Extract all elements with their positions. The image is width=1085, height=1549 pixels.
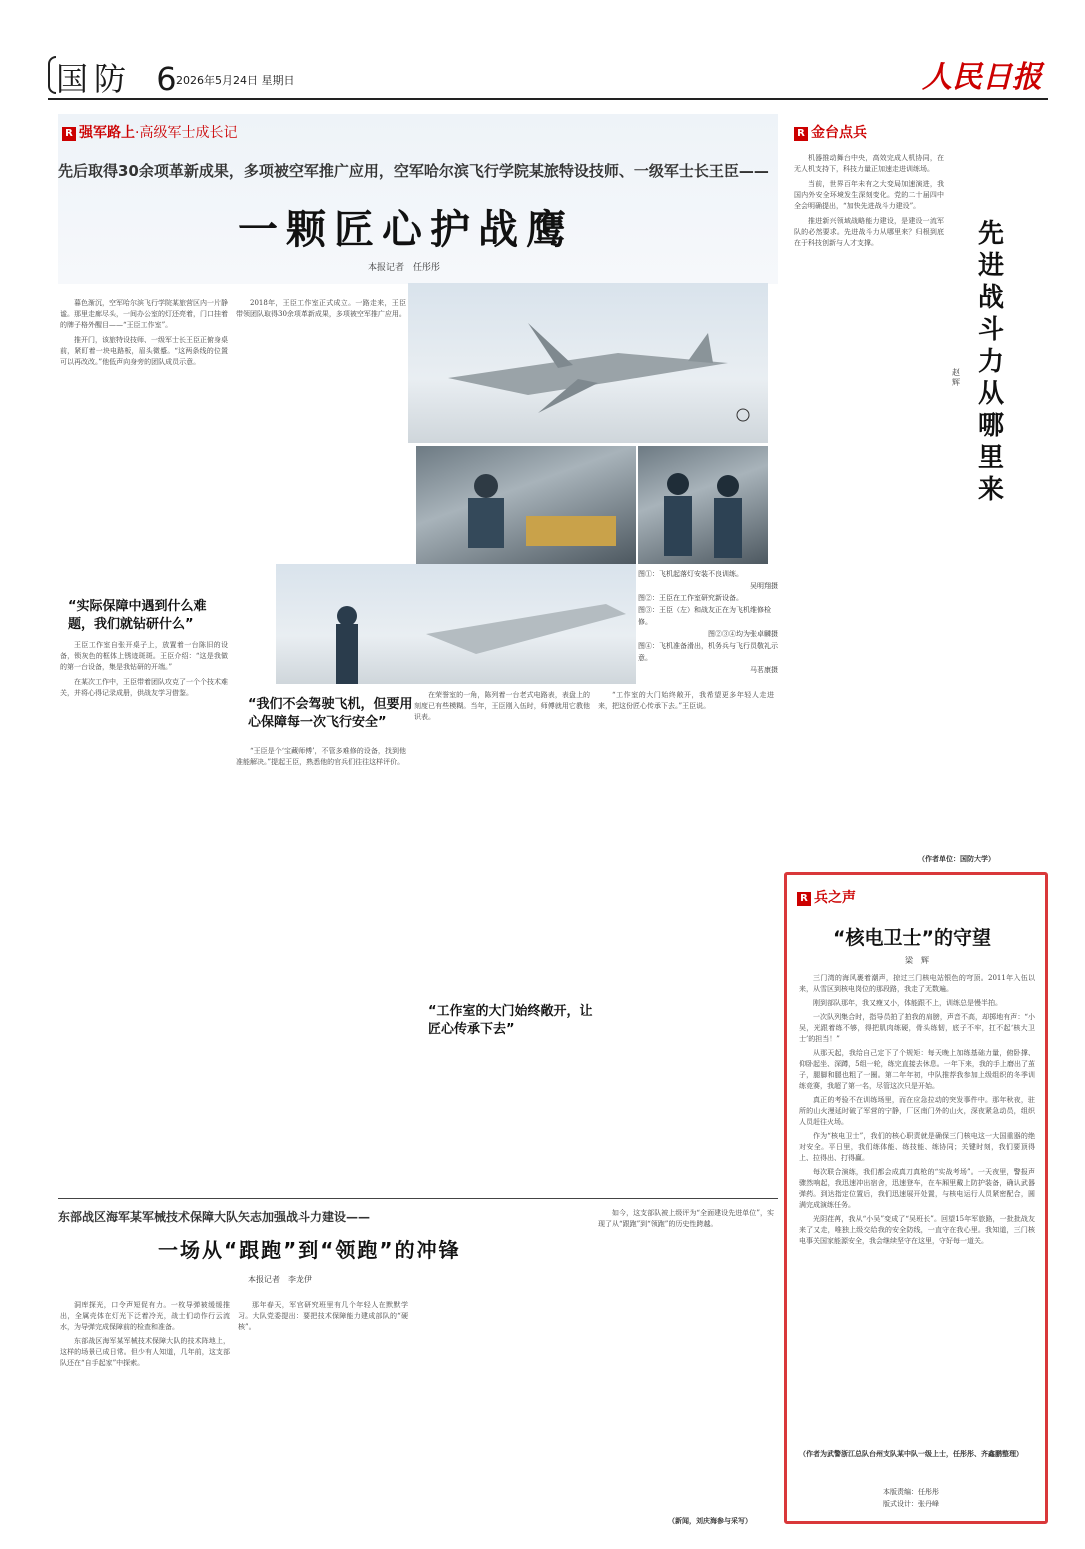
bottom-para-2: 东部战区海军某军械技术保障大队的技术阵地上，这样的场景已成日常。但少有人知道，几年前，这支部队还在“自手起家”中探索。 xyxy=(60,1337,230,1367)
feature-col-1 xyxy=(60,298,228,578)
soldier-voice-box xyxy=(784,872,1048,1524)
r-mark-icon: R xyxy=(797,892,811,906)
commentary-author: 赵 辉 xyxy=(952,368,968,387)
caption-1: 图①：飞机起落灯安装不良训练。 xyxy=(638,570,743,578)
newspaper-page xyxy=(48,28,1048,1528)
section-divider xyxy=(58,1198,778,1199)
section-title xyxy=(56,54,183,100)
caption-credit-1: 吴明翔摄 xyxy=(750,582,778,590)
commentary-para-3: 推进新兴领域战略能力建设，是建设一流军队的必然要求。先进战斗力从哪里来？归根到底在于科技创新与人才支撑。 xyxy=(794,217,944,247)
technicians-icon xyxy=(416,446,636,564)
feature-para-3: 王臣工作室自张开桌子上，放置着一台陈旧的设备，锁灰色的框体上锈迹斑斑。王臣介绍：“这是我做的第一台设备，集是我钻研的开端。” xyxy=(60,641,228,671)
photo-salute xyxy=(276,564,636,684)
r-mark-icon: R xyxy=(794,127,808,141)
salute-icon xyxy=(276,564,636,684)
commentary-headline: 先进战斗力从哪里来 xyxy=(978,219,1005,505)
feature-subhead-2: “我们不会驾驶飞机，但要用心保障每一次飞行安全” xyxy=(248,697,413,730)
bottom-byline: 本报记者 李龙伊 xyxy=(248,1275,312,1284)
bottom-col-4 xyxy=(598,1208,774,1508)
photo-captions xyxy=(638,568,778,688)
caption-3: 图③：王臣（左）和战友正在为飞机维修检修。 xyxy=(638,606,771,626)
bottom-para-1: 洞库探光，口令声短促有力。一枚导弹被缓缓推出，全属壳体在灯光下泛着冷光，战士们动作行云流水，为导弹完成保障前的检查和准备。 xyxy=(60,1301,230,1331)
soldiers-icon xyxy=(638,446,768,564)
page-header xyxy=(48,50,1048,100)
feature-subhead-3: “工作室的大门始终敞开，让匠心传承下去” xyxy=(428,1004,593,1037)
feature-para-2: 推开门，该旅特设技师、一级军士长王臣正俯身桌前，紧盯着一块电路板，眉头微蹙。“这两条线的位置可以再改改。”他低声向身旁的团队成员示意。 xyxy=(60,336,228,366)
caption-2: 图②：王臣在工作室研究新设备。 xyxy=(638,594,743,602)
soldier-voice-author: 梁 辉 xyxy=(905,956,929,965)
commentary-para-2: 当前，世界百年未有之大变局加速演进，我国内外安全环境发生深刻变化。党的二十届四中全会明确提出，“加快先进战斗力建设”。 xyxy=(794,180,944,210)
feature-subhead-1: “实际保障中遇到什么难题，我们就钻研什么” xyxy=(68,599,207,632)
commentary-body xyxy=(794,153,944,853)
soldier-voice-para-3: 一次队列集合时，指导员拍了拍我的肩膀，声音不高，却掷地有声：“小吴，光跟着练不够，得把肌肉练硬，骨头练韧，底子不牢，扛不起‘核大卫士’的担当！” xyxy=(799,1013,1035,1043)
commentary-column-tag: R 金台点兵 xyxy=(794,122,867,142)
feature-kicker: 先后取得30余项革新成果，多项被空军推广应用，空军哈尔滨飞行学院某旅特设技师、一级军士长王臣—— xyxy=(58,162,769,180)
caption-credit-3: 马茗康摄 xyxy=(750,666,778,674)
soldier-voice-para-6: 作为“核电卫士”，我们的核心职责就是确保三门核电这一大国重器的绝对安全。平日里，我们练体能、练技能、练协同；关键时刻，我们要顶得上、拉得出、打得赢。 xyxy=(799,1132,1035,1162)
soldier-voice-column-tag: R 兵之声 xyxy=(797,887,856,907)
soldier-voice-headline: “核电卫士”的守望 xyxy=(833,927,991,949)
feature-para-1: 暮色渐沉，空军哈尔滨飞行学院某旅营区内一片静谧。那里走廊尽头，一间办公室的灯还亮着，门口挂着的牌子格外醒目——“王臣工作室”。 xyxy=(60,299,228,329)
feature-para-7: 2018年，王臣工作室正式成立。一路走来，王臣带领团队取得30余项革新成果，多项被空军推广应用。 xyxy=(236,299,406,318)
bottom-col-2 xyxy=(238,1300,408,1520)
commentary-para-1: 机器推动舞台中央，高效完成人机协同，在无人机支持下，科技力量正加速走进训练场。 xyxy=(794,154,944,173)
page-number: 6 xyxy=(156,60,183,98)
feature-para-8: “工作室的大门始终敞开，我希望更多年轻人走进来，把这份匠心传承下去。”王臣说。 xyxy=(598,691,774,710)
caption-4: 图④：飞机准备滑出，机务兵与飞行员敬礼示意。 xyxy=(638,642,778,662)
masthead-logo: 人民日报 xyxy=(922,60,1042,95)
feature-col-1b xyxy=(60,640,228,1180)
bottom-para-4: 如今，这支部队被上级评为“全面建设先进单位”，实现了从“跟跑”到“领跑”的历史性跨越。 xyxy=(598,1209,774,1228)
feature-col-3 xyxy=(414,690,590,990)
feature-headline: 一颗匠心护战鹰 xyxy=(238,207,574,253)
caption-credit-2: 图②③④均为张卓麟摄 xyxy=(708,630,778,638)
soldier-voice-para-2: 刚到部队那年，我又瘦又小，体能跟不上，训练总是慢半拍。 xyxy=(813,999,1002,1007)
soldier-voice-para-4: 从那天起，我给自己定下了个规矩：每天晚上加练基础力量，俯卧撑、仰卧起坐、深蹲，5组一轮，练完直接去休息。一年下来，我的手上磨出了茧子，腿脚和腿也粗了一圈。第二年年初，中队推荐我参加上级组织的冬季训练竞赛，我超了第一名，尽管这次只是开始。 xyxy=(799,1049,1035,1090)
photo-workshop xyxy=(416,446,636,564)
bottom-kicker: 东部战区海军某军械技术保障大队矢志加强战斗力建设—— xyxy=(58,1210,371,1224)
soldier-voice-para-5: 真正的考验不在训练场里，而在应急拉动的突发事件中。那年秋夜，驻所的山火漫延时破了军营的宁静，厂区南门外的山火，深夜紧急动员，组织人员赶往火场。 xyxy=(799,1096,1035,1126)
jet-icon xyxy=(408,283,768,443)
soldier-voice-author-unit: （作者为武警浙江总队台州支队某中队一级上士，任彤彤、齐鑫鹏整理） xyxy=(799,1449,1023,1458)
feature-column-sub: ·高级军士成长记 xyxy=(135,125,238,141)
r-mark-icon: R xyxy=(62,127,76,141)
photo-jet-fighter xyxy=(408,283,768,443)
commentary-author-unit: （作者单位：国防大学） xyxy=(918,854,995,863)
feature-para-6: 在某次工作中，王臣带着团队攻克了一个个技术难关，并将心得记录成册，供战友学习借鉴。 xyxy=(60,678,228,697)
feature-column-tag: R 强军路上·高级军士成长记 xyxy=(62,122,237,142)
bottom-footer: （新闻，刘庆海参与采写） xyxy=(668,1516,752,1525)
soldier-voice-body xyxy=(799,973,1035,1445)
bottom-para-3: 那年春天，军官研究班里有几个年轻人在默默学习。大队党委提出：要把技术保障能力建成部队的“硬核”。 xyxy=(238,1301,408,1331)
issue-date: 2026年5月24日 星期日 xyxy=(176,74,295,87)
feature-col-2 xyxy=(236,298,406,508)
feature-byline: 本报记者 任彤彤 xyxy=(368,263,441,273)
soldier-voice-para-8: 光阴荏苒，我从“小吴”变成了“吴班长”。回望15年军旅路，一批批战友来了又走，唯独上级交给我的安全防线，一直守在我心里。我知道，三门核电事关国家能源安全，我会继续坚守在这里，守好每一道关。 xyxy=(799,1215,1035,1245)
layout-credit: 版式设计：张丹峰 xyxy=(883,1500,939,1508)
bottom-col-1 xyxy=(60,1300,230,1520)
feature-col-2b xyxy=(236,746,406,1186)
section-name: 国防 xyxy=(56,60,133,98)
header-bracket xyxy=(48,56,56,94)
feature-col-4 xyxy=(598,690,774,1190)
soldier-voice-para-7: 每次联合演练，我们都会成真刀真枪的“实战考场”。一天夜里，警报声骤然响起，我迅速冲出宿舍，迅速登车，在车厢里戴上防护装备，确认武器弹药。到达指定位置后，我们迅速展开处置，与核电运行人员紧密配合，圆满完成演练任务。 xyxy=(799,1168,1035,1209)
editor-credit: 本版责编：任彤彤 xyxy=(883,1488,939,1496)
feature-para-5: 在荣誉室的一角，陈列着一台老式电路表，表盘上的刻度已有些模糊。当年，王臣刚入伍时，师傅就用它教他识表。 xyxy=(414,691,590,721)
bottom-headline: 一场从“跟跑”到“领跑”的冲锋 xyxy=(158,1238,461,1262)
photo-technicians xyxy=(638,446,768,564)
feature-para-4: “王臣是个‘宝藏师傅’，不管多难修的设备，找到他准能解决。”提起王臣，熟悉他的官兵们往往这样评价。 xyxy=(236,747,406,766)
soldier-voice-para-1: 三门湾的海风裹着潮声，掠过三门核电站银色的穹顶。2011年入伍以来，从雪区到核电岗位的那段路，我走了无数遍。 xyxy=(799,974,1035,993)
